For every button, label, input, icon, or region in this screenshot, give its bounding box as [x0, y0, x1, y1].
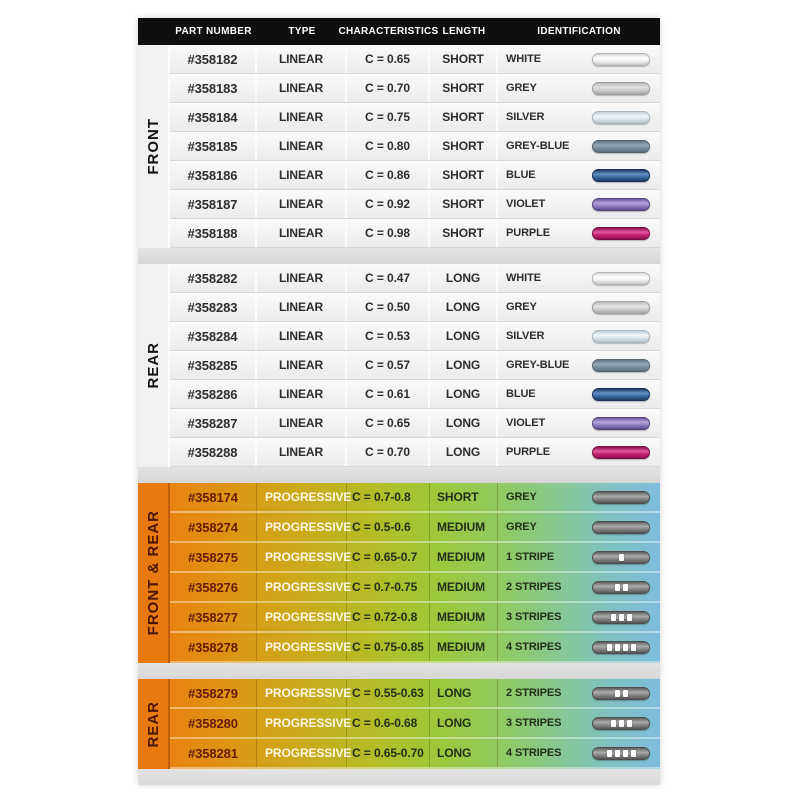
type-cell: PROGRESSIVE	[257, 573, 347, 601]
table-row	[170, 573, 660, 603]
color-pill-proggrey	[592, 491, 650, 504]
stripe-mark	[615, 584, 620, 591]
characteristics-cell: C = 0.70	[347, 74, 430, 102]
length-cell: SHORT	[430, 483, 498, 511]
characteristics-cell: C = 0.47	[347, 264, 430, 292]
type-cell: PROGRESSIVE	[257, 709, 347, 737]
color-pill-proggrey	[592, 641, 650, 654]
section-label-col	[138, 264, 170, 467]
characteristics-cell: C = 0.55-0.63	[347, 679, 430, 707]
color-pill-greyblue	[592, 359, 650, 372]
identification-label: SILVER	[506, 111, 545, 123]
length-cell: SHORT	[430, 190, 498, 218]
identification-cell	[498, 543, 660, 571]
type-cell: PROGRESSIVE	[257, 543, 347, 571]
spring-parts-table	[138, 18, 660, 785]
type-cell: PROGRESSIVE	[257, 483, 347, 511]
header-part-number: PART NUMBER	[175, 26, 252, 37]
identification-label: 2 STRIPES	[506, 687, 562, 699]
identification-cell	[498, 380, 660, 408]
stripe-mark	[623, 644, 628, 651]
part-number-cell: #358184	[170, 103, 257, 131]
part-number-cell: #358277	[170, 603, 257, 631]
characteristics-cell: C = 0.7-0.8	[347, 483, 430, 511]
length-cell: LONG	[430, 438, 498, 466]
identification-label: PURPLE	[506, 446, 551, 458]
table-row	[170, 543, 660, 573]
identification-cell	[498, 633, 660, 661]
type-cell: LINEAR	[257, 161, 347, 189]
color-pill-proggrey	[592, 717, 650, 730]
characteristics-cell: C = 0.75	[347, 103, 430, 131]
identification-label: 1 STRIPE	[506, 551, 555, 563]
characteristics-cell: C = 0.92	[347, 190, 430, 218]
part-number-cell: #358285	[170, 351, 257, 379]
characteristics-cell: C = 0.50	[347, 293, 430, 321]
characteristics-cell: C = 0.57	[347, 351, 430, 379]
length-cell: LONG	[430, 380, 498, 408]
part-number-cell: #358283	[170, 293, 257, 321]
section-rows	[170, 483, 660, 663]
color-pill-grey	[592, 301, 650, 314]
identification-cell	[498, 219, 660, 247]
identification-cell	[498, 513, 660, 541]
section-label-col	[138, 679, 170, 769]
identification-label: PURPLE	[506, 227, 551, 239]
table-row	[170, 351, 660, 380]
length-cell: MEDIUM	[430, 573, 498, 601]
table-header	[138, 18, 660, 45]
part-number-cell: #358278	[170, 633, 257, 661]
characteristics-cell: C = 0.75-0.85	[347, 633, 430, 661]
table-row	[170, 74, 660, 103]
type-cell: PROGRESSIVE	[257, 513, 347, 541]
length-cell: SHORT	[430, 74, 498, 102]
part-number-cell: #358187	[170, 190, 257, 218]
section-2-front-rear	[138, 483, 660, 663]
color-pill-blue	[592, 169, 650, 182]
part-number-cell: #358274	[170, 513, 257, 541]
table-row	[170, 633, 660, 663]
type-cell: LINEAR	[257, 351, 347, 379]
table-row	[170, 679, 660, 709]
characteristics-cell: C = 0.80	[347, 132, 430, 160]
table-row	[170, 161, 660, 190]
part-number-cell: #358182	[170, 45, 257, 73]
identification-label: GREY	[506, 82, 537, 94]
section-3-rear	[138, 679, 660, 769]
part-number-cell: #358287	[170, 409, 257, 437]
identification-cell	[498, 679, 660, 707]
identification-cell	[498, 438, 660, 466]
type-cell: LINEAR	[257, 438, 347, 466]
part-number-cell: #358282	[170, 264, 257, 292]
part-number-cell: #358284	[170, 322, 257, 350]
part-number-cell: #358275	[170, 543, 257, 571]
section-separator	[138, 248, 660, 264]
part-number-cell: #358188	[170, 219, 257, 247]
type-cell: LINEAR	[257, 103, 347, 131]
identification-cell	[498, 161, 660, 189]
characteristics-cell: C = 0.6-0.68	[347, 709, 430, 737]
stripe-mark	[623, 690, 628, 697]
section-1-rear	[138, 264, 660, 467]
identification-cell	[498, 322, 660, 350]
part-number-cell: #358280	[170, 709, 257, 737]
identification-label: 4 STRIPES	[506, 747, 562, 759]
color-pill-violet	[592, 198, 650, 211]
stripe-mark	[631, 750, 636, 757]
length-cell: MEDIUM	[430, 603, 498, 631]
type-cell: PROGRESSIVE	[257, 603, 347, 631]
identification-label: VIOLET	[506, 417, 546, 429]
section-separator	[138, 467, 660, 483]
color-pill-grey	[592, 82, 650, 95]
characteristics-cell: C = 0.61	[347, 380, 430, 408]
identification-cell	[498, 573, 660, 601]
color-pill-proggrey	[592, 551, 650, 564]
type-cell: LINEAR	[257, 322, 347, 350]
table-row	[170, 739, 660, 769]
table-row	[170, 45, 660, 74]
identification-label: 2 STRIPES	[506, 581, 562, 593]
color-pill-silver	[592, 330, 650, 343]
identification-cell	[498, 264, 660, 292]
length-cell: SHORT	[430, 132, 498, 160]
section-label: REAR	[144, 342, 162, 389]
section-label-col	[138, 45, 170, 248]
identification-cell	[498, 132, 660, 160]
characteristics-cell: C = 0.65	[347, 45, 430, 73]
identification-cell	[498, 351, 660, 379]
identification-cell	[498, 603, 660, 631]
header-identification: IDENTIFICATION	[537, 26, 621, 37]
stripe-mark	[631, 644, 636, 651]
stripe-mark	[615, 750, 620, 757]
stripe-mark	[607, 644, 612, 651]
stripe-mark	[627, 720, 632, 727]
part-number-cell: #358279	[170, 679, 257, 707]
table-row	[170, 603, 660, 633]
part-number-cell: #358286	[170, 380, 257, 408]
color-pill-violet	[592, 417, 650, 430]
stripe-mark	[623, 750, 628, 757]
length-cell: SHORT	[430, 45, 498, 73]
table-row	[170, 322, 660, 351]
identification-label: GREY	[506, 521, 537, 533]
characteristics-cell: C = 0.86	[347, 161, 430, 189]
section-rows	[170, 45, 660, 248]
identification-label: GREY-BLUE	[506, 359, 570, 371]
identification-label: WHITE	[506, 53, 541, 65]
header-length: LENGTH	[442, 26, 486, 37]
identification-label: 3 STRIPES	[506, 611, 562, 623]
header-section-spacer	[138, 18, 170, 45]
length-cell: LONG	[430, 709, 498, 737]
characteristics-cell: C = 0.5-0.6	[347, 513, 430, 541]
identification-label: 4 STRIPES	[506, 641, 562, 653]
color-pill-silver	[592, 111, 650, 124]
stripe-mark	[611, 614, 616, 621]
type-cell: LINEAR	[257, 264, 347, 292]
color-pill-proggrey	[592, 611, 650, 624]
color-pill-white	[592, 272, 650, 285]
color-pill-proggrey	[592, 521, 650, 534]
color-pill-proggrey	[592, 747, 650, 760]
length-cell: LONG	[430, 264, 498, 292]
stripe-mark	[615, 690, 620, 697]
stripe-mark	[619, 614, 624, 621]
identification-cell	[498, 103, 660, 131]
table-row	[170, 103, 660, 132]
section-rows	[170, 679, 660, 769]
length-cell: LONG	[430, 293, 498, 321]
identification-label: GREY-BLUE	[506, 140, 570, 152]
color-pill-blue	[592, 388, 650, 401]
length-cell: LONG	[430, 679, 498, 707]
stripe-mark	[611, 720, 616, 727]
characteristics-cell: C = 0.65-0.70	[347, 739, 430, 767]
identification-label: SILVER	[506, 330, 545, 342]
length-cell: SHORT	[430, 161, 498, 189]
type-cell: LINEAR	[257, 45, 347, 73]
color-pill-proggrey	[592, 581, 650, 594]
stripe-mark	[627, 614, 632, 621]
length-cell: LONG	[430, 351, 498, 379]
stripe-mark	[619, 554, 624, 561]
characteristics-cell: C = 0.70	[347, 438, 430, 466]
type-cell: LINEAR	[257, 293, 347, 321]
identification-cell	[498, 45, 660, 73]
stripe-mark	[615, 644, 620, 651]
section-label: REAR	[144, 700, 162, 748]
stripe-mark	[607, 750, 612, 757]
header-characteristics: CHARACTERISTICS	[338, 26, 439, 37]
type-cell: PROGRESSIVE	[257, 679, 347, 707]
identification-label: BLUE	[506, 169, 536, 181]
table-body	[138, 45, 660, 785]
type-cell: LINEAR	[257, 132, 347, 160]
characteristics-cell: C = 0.65-0.7	[347, 543, 430, 571]
characteristics-cell: C = 0.98	[347, 219, 430, 247]
type-cell: LINEAR	[257, 380, 347, 408]
part-number-cell: #358183	[170, 74, 257, 102]
table-row	[170, 483, 660, 513]
identification-label: WHITE	[506, 272, 541, 284]
characteristics-cell: C = 0.72-0.8	[347, 603, 430, 631]
section-label-col	[138, 483, 170, 663]
length-cell: LONG	[430, 739, 498, 767]
part-number-cell: #358174	[170, 483, 257, 511]
section-0-front	[138, 45, 660, 248]
type-cell: LINEAR	[257, 74, 347, 102]
section-label: FRONT & REAR	[144, 510, 162, 636]
identification-cell	[498, 190, 660, 218]
length-cell: LONG	[430, 409, 498, 437]
table-row	[170, 513, 660, 543]
type-cell: LINEAR	[257, 219, 347, 247]
part-number-cell: #358276	[170, 573, 257, 601]
part-number-cell: #358281	[170, 739, 257, 767]
type-cell: PROGRESSIVE	[257, 739, 347, 767]
color-pill-purple	[592, 227, 650, 240]
type-cell: PROGRESSIVE	[257, 633, 347, 661]
identification-label: GREY	[506, 301, 537, 313]
identification-cell	[498, 293, 660, 321]
color-pill-proggrey	[592, 687, 650, 700]
part-number-cell: #358185	[170, 132, 257, 160]
length-cell: MEDIUM	[430, 633, 498, 661]
identification-cell	[498, 709, 660, 737]
color-pill-purple	[592, 446, 650, 459]
characteristics-cell: C = 0.65	[347, 409, 430, 437]
color-pill-greyblue	[592, 140, 650, 153]
table-row	[170, 219, 660, 248]
identification-cell	[498, 74, 660, 102]
length-cell: MEDIUM	[430, 543, 498, 571]
table-row	[170, 132, 660, 161]
stripe-mark	[619, 720, 624, 727]
color-pill-white	[592, 53, 650, 66]
table-row	[170, 190, 660, 219]
section-rows	[170, 264, 660, 467]
characteristics-cell: C = 0.53	[347, 322, 430, 350]
section-label: FRONT	[144, 118, 162, 175]
table-row	[170, 293, 660, 322]
identification-label: 3 STRIPES	[506, 717, 562, 729]
length-cell: SHORT	[430, 103, 498, 131]
table-footer-strip	[138, 769, 660, 785]
header-type: TYPE	[288, 26, 316, 37]
part-number-cell: #358186	[170, 161, 257, 189]
identification-cell	[498, 739, 660, 767]
table-row	[170, 380, 660, 409]
table-row	[170, 409, 660, 438]
table-row	[170, 709, 660, 739]
table-row	[170, 438, 660, 467]
part-number-cell: #358288	[170, 438, 257, 466]
stripe-mark	[623, 584, 628, 591]
table-row	[170, 264, 660, 293]
section-separator	[138, 663, 660, 679]
length-cell: MEDIUM	[430, 513, 498, 541]
identification-label: GREY	[506, 491, 537, 503]
identification-cell	[498, 483, 660, 511]
type-cell: LINEAR	[257, 190, 347, 218]
identification-label: VIOLET	[506, 198, 546, 210]
characteristics-cell: C = 0.7-0.75	[347, 573, 430, 601]
type-cell: LINEAR	[257, 409, 347, 437]
length-cell: SHORT	[430, 219, 498, 247]
identification-label: BLUE	[506, 388, 536, 400]
length-cell: LONG	[430, 322, 498, 350]
identification-cell	[498, 409, 660, 437]
